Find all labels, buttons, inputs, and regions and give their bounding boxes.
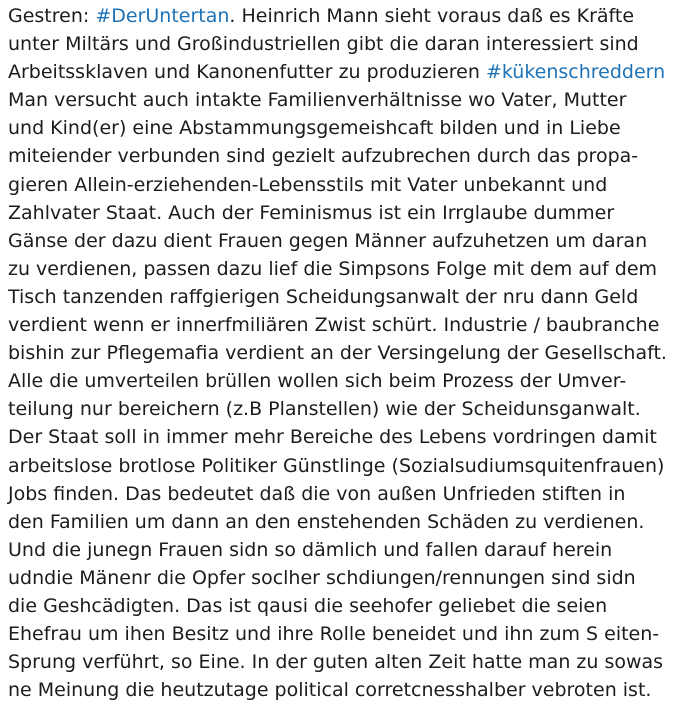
text-line: [8, 564, 676, 592]
text-line: [8, 676, 676, 704]
text-run: gieren Allein-erziehenden-Lebensstils mit Vater unbekannt und: [8, 173, 608, 196]
text-run: Gestren:: [8, 5, 96, 27]
text-line: [8, 395, 676, 423]
text-run: udndie Mänenr die Opfer soclher schdiungen/rennungen sind sidn: [8, 566, 636, 589]
text-line: [8, 171, 676, 199]
text-line: [8, 480, 676, 508]
text-run: Ehefrau um ihen Besitz und ihre Rolle beneidet und ihn zum S eiten-: [8, 623, 660, 646]
text-line: [8, 339, 676, 367]
text-run: bishin zur Pflegemafia verdient an der Versingelung der Gesellschaft.: [8, 342, 667, 365]
text-run: und Kind(er) eine Abstammungsgemeishcaft bilden und in Liebe: [8, 117, 621, 140]
text-line: [8, 452, 676, 480]
text-line: [8, 2, 676, 30]
text-run: Sprung verführt, so Eine. In der guten alten Zeit hatte man zu sowas: [8, 651, 664, 674]
text-run: Gänse der dazu dient Frauen gegen Männer aufzuhetzen um daran: [8, 229, 648, 252]
text-run: zu verdienen, passen dazu lief die Simpsons Folge mit dem auf dem: [8, 257, 658, 280]
text-line: [8, 255, 676, 283]
text-run: ne Meinung die heutzutage political corretcnesshalber vebroten ist.: [8, 679, 652, 702]
text-run: Und die junegn Frauen sidn so dämlich und fallen darauf herein: [8, 538, 613, 561]
text-run: Der Staat soll in immer mehr Bereiche des Lebens vordringen damit: [8, 426, 657, 449]
text-line: [8, 311, 676, 339]
text-line: [8, 536, 676, 564]
text-run: . Heinrich Mann sieht voraus daß es Kräfte: [229, 5, 635, 27]
text-line: [8, 620, 676, 648]
text-run: den Familien um dann an den enstehenden Schäden zu verdienen.: [8, 510, 645, 533]
text-run: Arbeitssklaven und Kanonenfutter zu produzieren: [8, 61, 486, 84]
text-line: [8, 199, 676, 227]
text-line: [8, 30, 676, 58]
text-line: [8, 423, 676, 451]
text-run: miteiender verbunden sind gezielt aufzubrechen durch das propa-: [8, 145, 639, 168]
text-run: Zahlvater Staat. Auch der Feminismus ist ein Irrglaube dummer: [8, 201, 615, 224]
text-run: arbeitslose brotlose Politiker Günstlinge (Sozialsudiumsquitenfrauen): [8, 454, 665, 477]
text-line: [8, 283, 676, 311]
text-run: teilung nur bereichern (z.B Planstellen) wie der Scheidunsganwalt.: [8, 398, 641, 421]
text-run: Alle die umverteilen brüllen wollen sich beim Prozess der Umver-: [8, 370, 627, 393]
text-run: die Geshcädigten. Das ist qausi die seehofer geliebet die seien: [8, 594, 608, 617]
text-run: Man versucht auch intakte Familienverhältnisse wo Vater, Mutter: [8, 89, 627, 112]
text-line: [8, 58, 676, 86]
text-run: unter Miltärs und Großindustriellen gibt die daran interessiert sind: [8, 33, 639, 56]
text-line: [8, 508, 676, 536]
text-line: [8, 142, 676, 170]
text-run: verdient wenn er innerfmiliären Zwist schürt. Industrie / baubranche: [8, 314, 660, 337]
text-line: [8, 86, 676, 114]
text-line: [8, 592, 676, 620]
text-line: [8, 367, 676, 395]
text-line: [8, 648, 676, 676]
text-run: Tisch tanzenden raffgierigen Scheidungsanwalt der nru dann Geld: [8, 285, 639, 308]
hashtag-link[interactable]: #DerUntertan: [95, 5, 230, 27]
text-run: Jobs finden. Das bedeutet daß die von außen Unfrieden stiften in: [8, 482, 626, 505]
text-line: [8, 114, 676, 142]
text-line: [8, 227, 676, 255]
hashtag-link[interactable]: #kükenschreddern: [485, 61, 666, 84]
